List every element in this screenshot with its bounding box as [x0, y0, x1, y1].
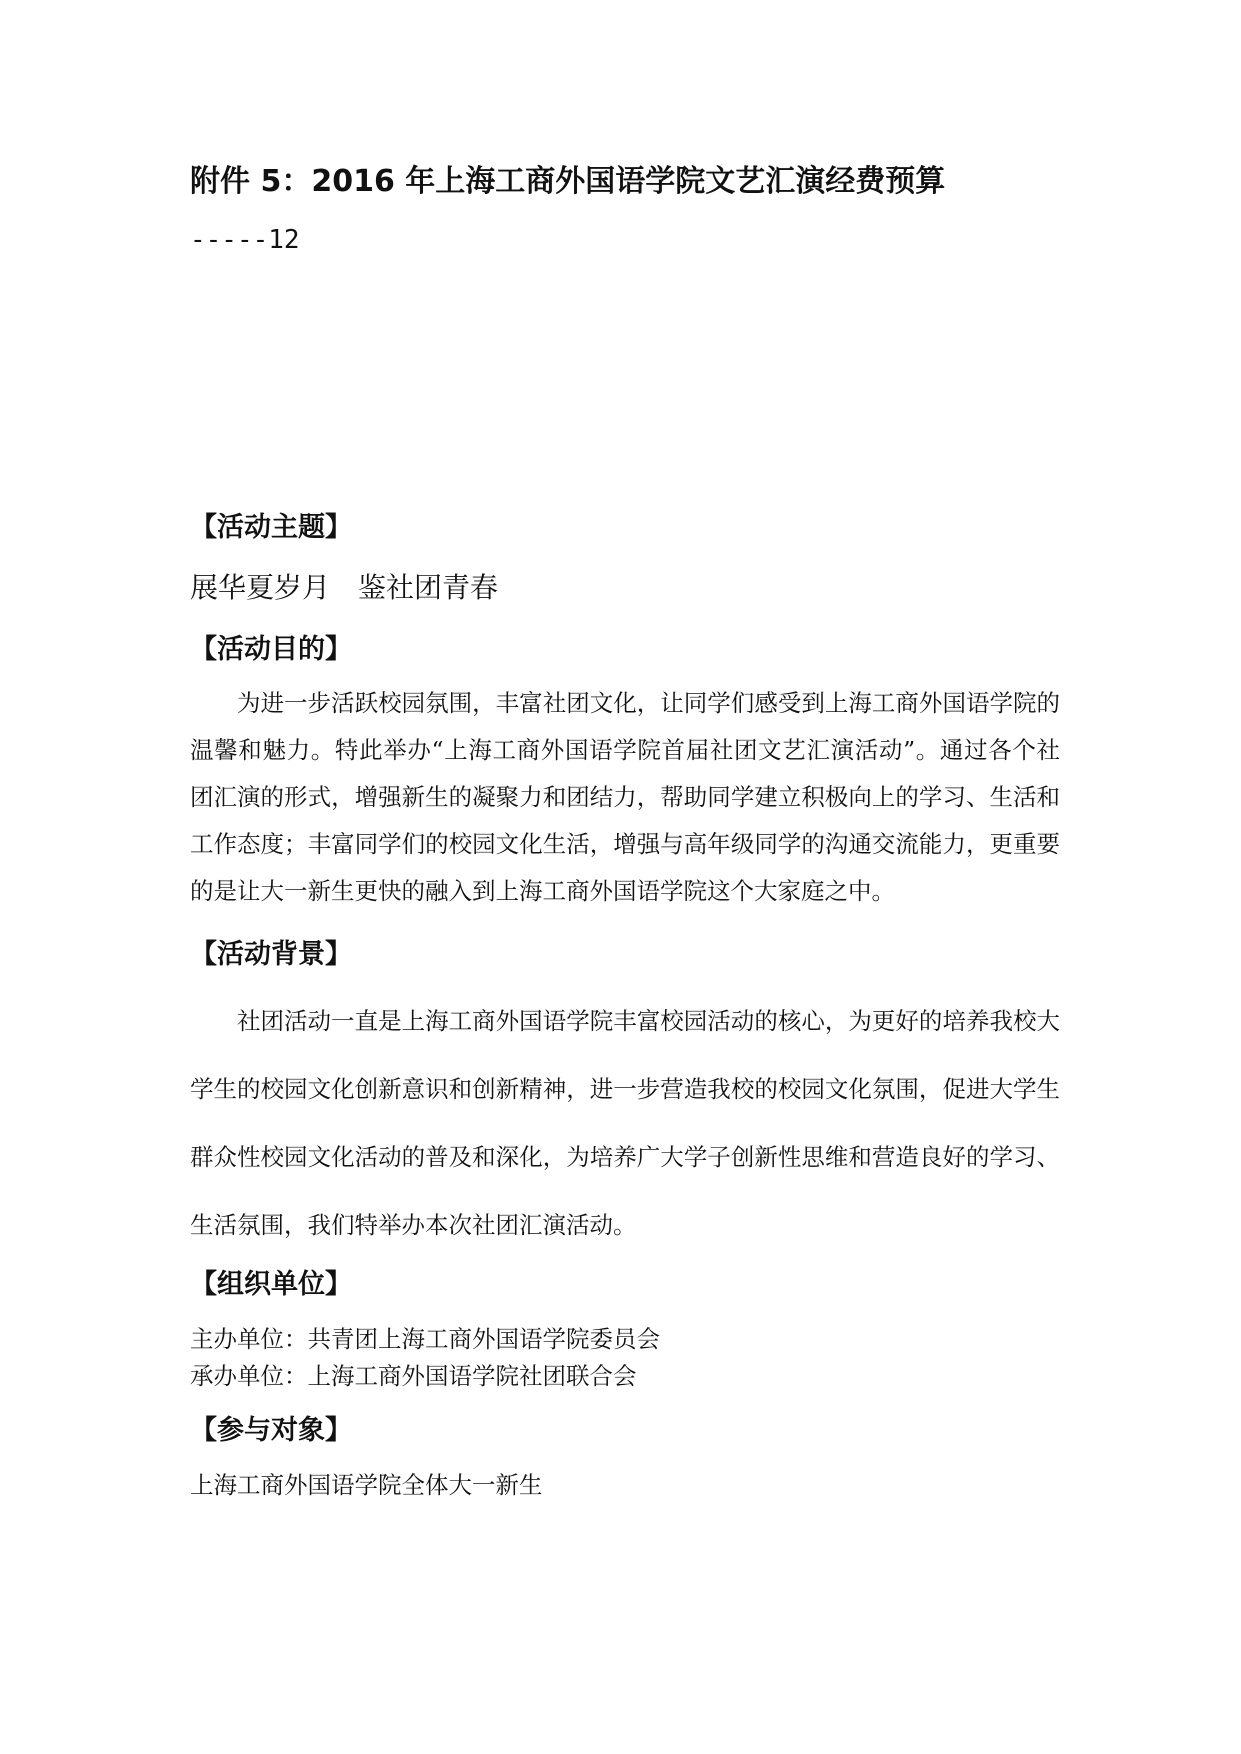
organizers-block — [190, 1321, 1060, 1395]
organizers-heading: 【组织单位】 — [190, 1269, 352, 1300]
participants-heading: 【参与对象】 — [190, 1415, 352, 1446]
theme-heading: 【活动主题】 — [190, 512, 352, 543]
background-paragraph: 社团活动一直是上海工商外国语学院丰富校园活动的核心，为更好的培养我校大学生的校园文化创新意识和创新精神，进一步营造我校的校园文化氛围，促进大学生群众性校园文化活动的普及和深化，为培养广大学子创新性思维和营造良好的学习、生活氛围，我们特举办本次社团汇演活动。 — [190, 1007, 1060, 1239]
title-page-reference: -----12 — [190, 225, 300, 255]
spacer — [190, 262, 1060, 506]
purpose-paragraph: 为进一步活跃校园氛围，丰富社团文化，让同学们感受到上海工商外国语学院的温馨和魅力。特此举办“上海工商外国语学院首届社团文艺汇演活动”。通过各个社团汇演的形式，增强新生的凝聚力和团结力，帮助同学建立积极向上的学习、生活和工作态度；丰富同学们的校园文化生活，增强与高年级同学的沟通交流能力，更重要的是让大一新生更快的融入到上海工商外国语学院这个大家庭之中。 — [190, 689, 1060, 905]
host-unit: 主办单位：共青团上海工商外国语学院委员会 — [190, 1325, 660, 1353]
background-heading: 【活动背景】 — [190, 939, 352, 970]
participants-text: 上海工商外国语学院全体大一新生 — [190, 1471, 543, 1499]
organizer-unit: 承办单位：上海工商外国语学院社团联合会 — [190, 1362, 637, 1390]
theme-text: 展华夏岁月 鉴社团青春 — [190, 571, 499, 604]
document-content — [190, 160, 1060, 1505]
purpose-heading: 【活动目的】 — [190, 634, 352, 665]
document-title: 附件 5：2016 年上海工商外国语学院文艺汇演经费预算 — [190, 164, 946, 199]
